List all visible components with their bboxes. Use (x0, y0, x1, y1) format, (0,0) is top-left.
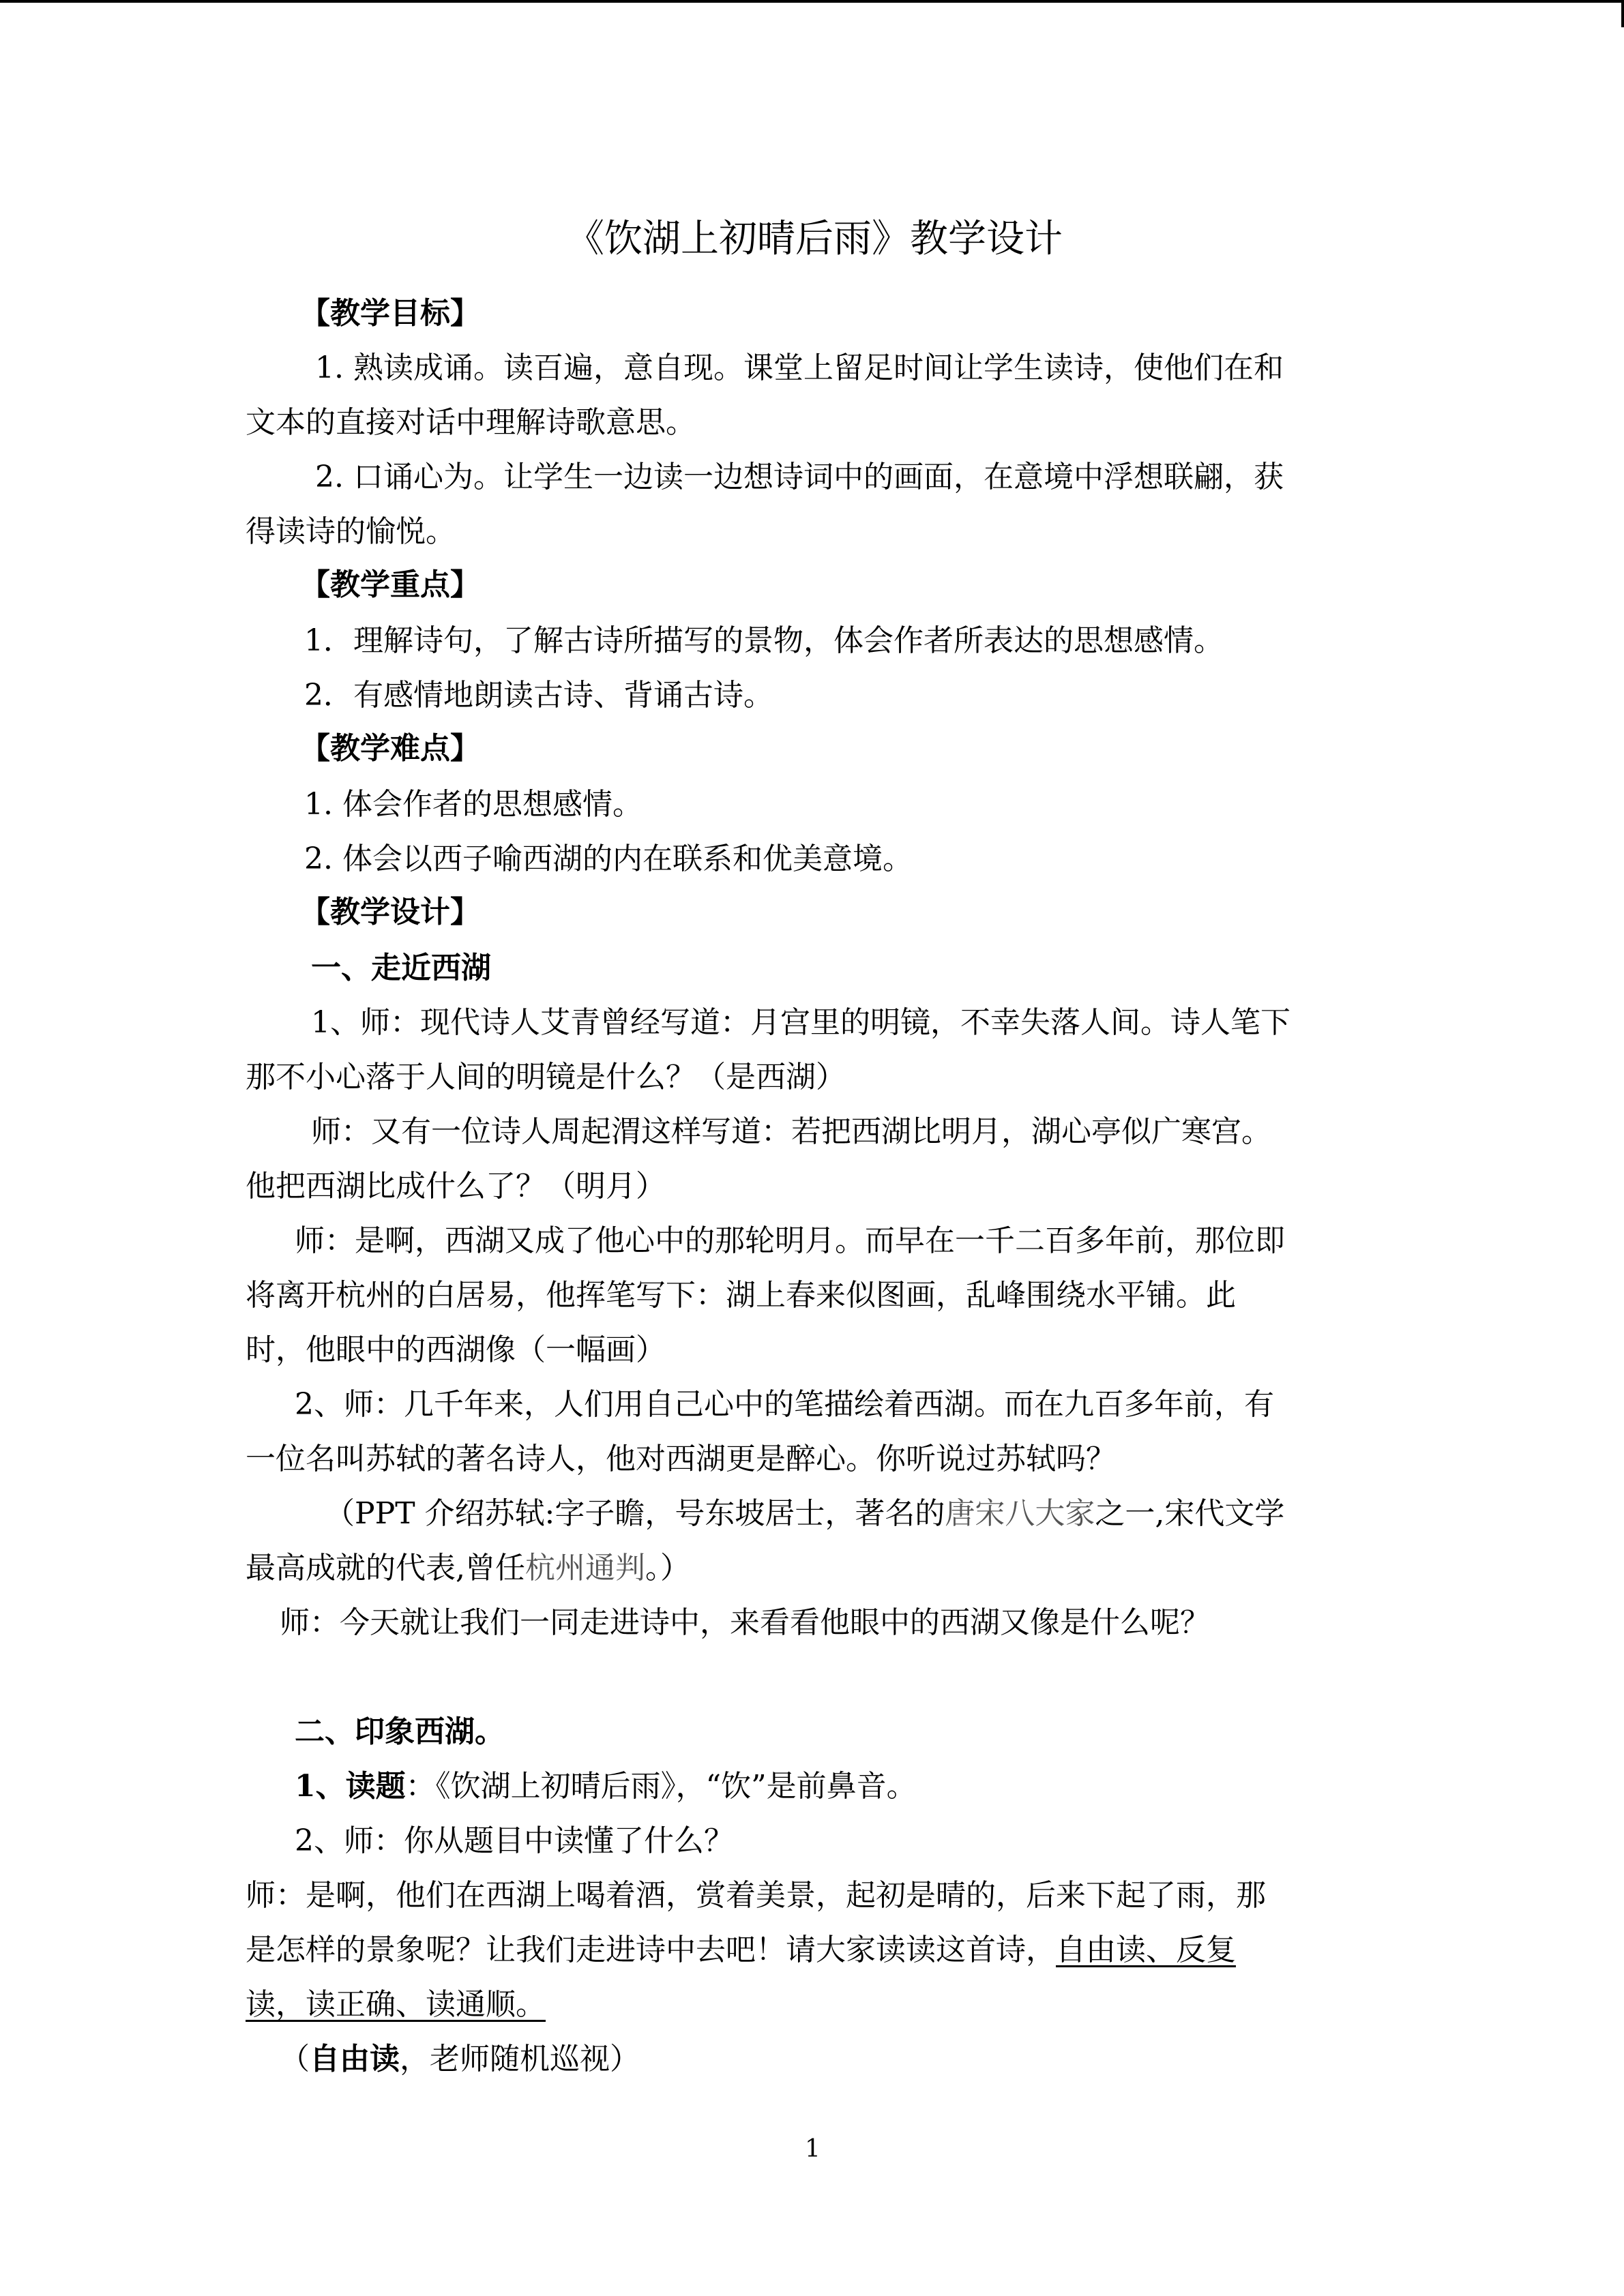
free-reading-rest: ，老师随机巡视） (400, 2042, 640, 2076)
key-points-heading: 【教学重点】 (300, 567, 480, 602)
difficulty-1: 1. 体会作者的思想感情。 (304, 787, 643, 822)
underlined-instruction-1: 自由读、反复 (1056, 1933, 1236, 1967)
underlined-instruction-2: 读，读正确、读通顺。 (246, 1987, 546, 2022)
objectives-heading: 【教学目标】 (300, 296, 480, 331)
section-2-p-line-1: 师：是啊，他们在西湖上喝着酒，赏着美景，起初是晴的，后来下起了雨，那 (246, 1878, 1266, 1913)
key-point-2: 2．有感情地朗读古诗、背诵古诗。 (304, 678, 773, 713)
section-1-p1-line-1: 1、师：现代诗人艾青曾经写道：月宫里的明镜，不幸失落人间。诗人笔下 (311, 1005, 1290, 1040)
free-reading-label: 自由读 (310, 2042, 400, 2076)
section-2-p-line-3 (246, 1986, 546, 2024)
section-2-p-line-2-text: 是怎样的景象呢？让我们走进诗中去吧！请大家读读这首诗， (246, 1933, 1056, 1967)
read-title-text: ：《饮湖上初晴后雨》，“饮”是前鼻音。 (405, 1769, 917, 1804)
objective-1-line-2: 文本的直接对话中理解诗歌意思。 (246, 405, 696, 440)
design-heading: 【教学设计】 (300, 895, 480, 929)
page-number: 1 (805, 2135, 821, 2163)
ppt-link-tang-song[interactable]: 唐宋八大家 (945, 1496, 1095, 1531)
ppt-text-b: 之一,宋代文学 (1095, 1496, 1285, 1531)
section-2-read-title (295, 1768, 917, 1806)
read-title-label: 1、读题 (295, 1769, 406, 1804)
document-title: 《饮湖上初晴后雨》教学设计 (566, 217, 1063, 261)
difficulty-2: 2. 体会以西子喻西湖的内在联系和优美意境。 (304, 841, 913, 876)
ppt-text-a: （PPT 介绍苏轼:字子瞻，号东坡居士，著名的 (325, 1496, 945, 1531)
ppt-text-d: 。） (645, 1551, 690, 1585)
ppt-link-hangzhou[interactable]: 杭州通判 (525, 1551, 645, 1585)
section-1-p5: 师：今天就让我们一同走进诗中，来看看他眼中的西湖又像是什么呢？ (280, 1605, 1210, 1640)
objective-1-line-1: 1. 熟读成诵。读百遍，意自现。课堂上留足时间让学生读诗，使他们在和 (315, 351, 1284, 385)
ppt-intro-line-2 (246, 1549, 690, 1587)
section-1-p2-line-1: 师：又有一位诗人周起渭这样写道：若把西湖比明月，湖心亭似广寒宫。 (311, 1114, 1271, 1149)
section-2-q2: 2、师：你从题目中读懂了什么？ (295, 1823, 734, 1858)
free-reading-open: （ (280, 2042, 310, 2076)
page-top-border (0, 0, 1624, 3)
section-1-p3-line-1: 师：是啊，西湖又成了他心中的那轮明月。而早在一千二百多年前，那位即 (295, 1223, 1285, 1258)
section-1-p4-line-1: 2、师：几千年来，人们用自己心中的笔描绘着西湖。而在九百多年前，有 (295, 1387, 1274, 1422)
objective-2-line-1: 2. 口诵心为。让学生一边读一边想诗词中的画面，在意境中浮想联翩，获 (315, 460, 1284, 494)
section-1-heading: 一、走近西湖 (311, 951, 491, 985)
section-1-p3-line-2: 将离开杭州的白居易，他挥笔写下：湖上春来似图画，乱峰围绕水平铺。此 (246, 1278, 1236, 1313)
section-1-p3-line-3: 时，他眼中的西湖像（一幅画） (246, 1332, 666, 1367)
section-2-p-line-2 (246, 1931, 1236, 1969)
free-reading-note (280, 2040, 640, 2078)
ppt-text-c: 最高成就的代表,曾任 (246, 1551, 525, 1585)
section-1-p4-line-2: 一位名叫苏轼的著名诗人，他对西湖更是醉心。你听说过苏轼吗？ (246, 1442, 1116, 1476)
key-point-1: 1．理解诗句，了解古诗所描写的景物，体会作者所表达的思想感情。 (304, 623, 1224, 658)
section-1-p1-line-2: 那不小心落于人间的明镜是什么？（是西湖） (246, 1060, 846, 1094)
section-2-heading: 二、印象西湖。 (295, 1714, 505, 1749)
objective-2-line-2: 得读诗的愉悦。 (246, 514, 456, 549)
difficulties-heading: 【教学难点】 (300, 731, 480, 766)
page-corner-mark (1621, 0, 1624, 27)
ppt-intro-line-1 (325, 1495, 1284, 1533)
section-1-p2-line-2: 他把西湖比成什么了？（明月） (246, 1169, 666, 1204)
